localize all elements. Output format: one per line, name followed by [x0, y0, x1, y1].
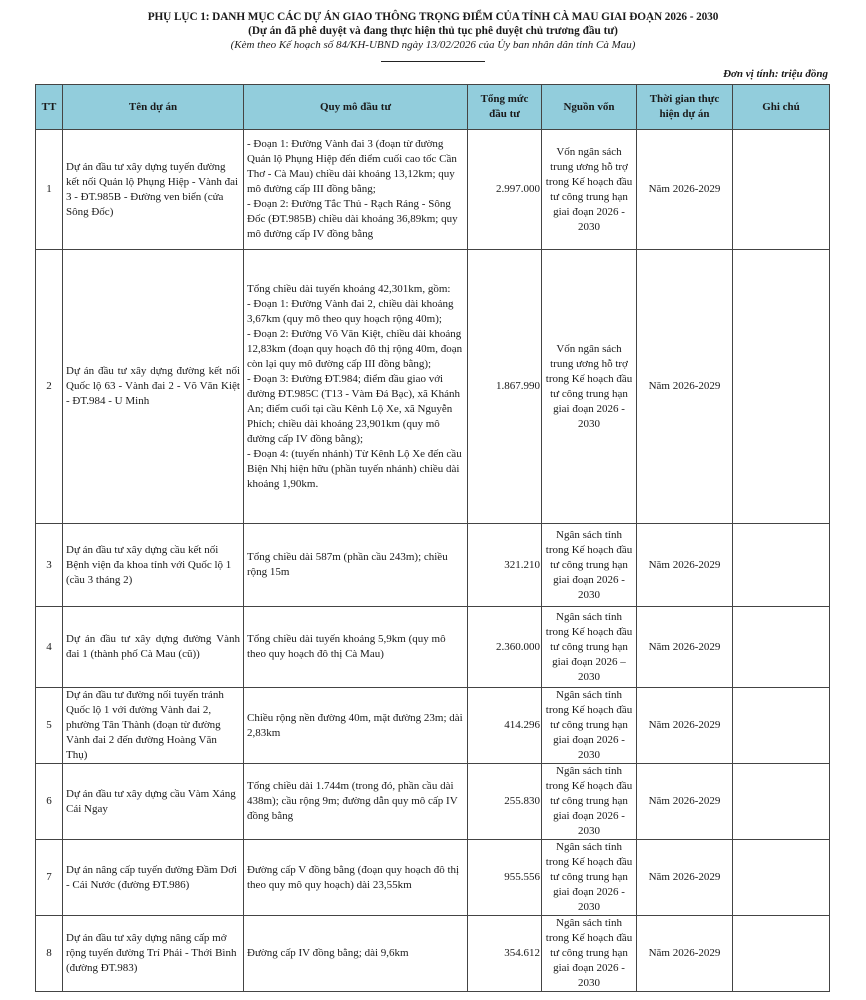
table-row	[36, 250, 830, 524]
projects-table	[35, 84, 830, 992]
table-row	[36, 130, 830, 250]
column-header-total-line2: đầu tư	[489, 108, 520, 120]
cell-project-name: Dự án đầu tư xây dựng cầu kết nối Bệnh viện đa khoa tỉnh với Quốc lộ 1 (cầu 3 tháng 2)	[63, 524, 244, 607]
cell-project-name: Dự án đầu tư đường nối tuyến tránh Quốc lộ 1 với đường Vành đai 2, phường Tân Thành (đoạn từ đường Vành đai 2 đến đường Hoàng Văn Thụ)	[63, 688, 244, 764]
cell-note	[733, 130, 830, 250]
cell-note	[733, 764, 830, 840]
table-row	[36, 764, 830, 840]
cell-tt: 4	[36, 607, 63, 688]
cell-total-investment: 2.997.000	[468, 130, 542, 250]
cell-scale: Đường cấp V đồng bằng (đoạn quy hoạch đô thị theo quy mô quy hoạch) dài 23,55km	[244, 840, 468, 916]
cell-tt: 2	[36, 250, 63, 524]
document-reference-note: (Kèm theo Kế hoạch số 84/KH-UBND ngày 13/02/2026 của Ủy ban nhân dân tỉnh Cà Mau)	[230, 39, 636, 51]
cell-implementation-time: Năm 2026-2029	[637, 607, 733, 688]
funding-source-line: Ngân sách tỉnh trong Kế hoạch đầu tư công trung hạn	[545, 528, 633, 571]
table-row	[36, 688, 830, 764]
column-header-tt: TT	[36, 85, 63, 130]
cell-funding-source: Ngân sách tỉnh trong Kế hoạch đầu tư công trung hạn giai đoạn 2026 – 2030	[542, 607, 637, 688]
column-header-time-line2: hiện dự án	[659, 108, 710, 120]
table-row	[36, 916, 830, 992]
cell-note	[733, 916, 830, 992]
table-header-row	[36, 85, 830, 130]
cell-scale: Tổng chiều dài 1.744m (trong đó, phần cầu dài 438m); cầu rộng 9m; đường dẫn quy mô cấp IV đồng bằng	[244, 764, 468, 840]
cell-funding-source: Ngân sách tỉnh trong Kế hoạch đầu tư công trung hạn giai đoạn 2026 - 2030	[542, 916, 637, 992]
table-row	[36, 840, 830, 916]
table-row	[36, 524, 830, 607]
cell-note	[733, 688, 830, 764]
cell-project-name: Dự án đầu tư xây dựng tuyến đường kết nối Quản lộ Phụng Hiệp - Vành đai 3 - ĐT.985B - Đường ven biển (cửa Sông Đốc)	[63, 130, 244, 250]
cell-note	[733, 840, 830, 916]
document-title: PHỤ LỤC 1: DANH MỤC CÁC DỰ ÁN GIAO THÔNG TRỌNG ĐIỂM CỦA TỈNH CÀ MAU GIAI ĐOẠN 2026 - 2030	[147, 11, 719, 23]
cell-funding-source: Vốn ngân sách trung ương hỗ trợ trong Kế hoạch đầu tư công trung hạn giai đoạn 2026 - 2030	[542, 250, 637, 524]
cell-note	[733, 524, 830, 607]
cell-funding-source: Ngân sách tỉnh trong Kế hoạch đầu tư công trung hạn giai đoạn 2026 - 2030	[542, 764, 637, 840]
cell-implementation-time: Năm 2026-2029	[637, 130, 733, 250]
cell-tt: 3	[36, 524, 63, 607]
cell-scale: Tổng chiều dài 587m (phần cầu 243m); chiều rộng 15m	[244, 524, 468, 607]
cell-tt: 6	[36, 764, 63, 840]
cell-funding-source	[542, 524, 637, 607]
scale-line: Tổng chiều dài tuyến khoảng 42,301km, gồm:	[247, 282, 451, 295]
cell-tt: 1	[36, 130, 63, 250]
cell-total-investment: 255.830	[468, 764, 542, 840]
cell-project-name: Dự án đầu tư xây dựng đường Vành đai 1 (thành phố Cà Mau (cũ))	[63, 607, 244, 688]
cell-implementation-time: Năm 2026-2029	[637, 688, 733, 764]
cell-total-investment: 414.296	[468, 688, 542, 764]
scale-line: - Đoạn 3: Đường ĐT.984; điểm đầu giao với đường ĐT.985C (T13 - Vàm Đá Bạc), xã Khánh An; điểm cuối tại cầu Kênh Lộ Xe, xã Nguyễn Phích; chiều dài khoảng 23,901km (quy mô đường cấp IV đồng bằng);	[247, 372, 460, 445]
cell-scale: Chiều rộng nền đường 40m, mặt đường 23m; dài 2,83km	[244, 688, 468, 764]
column-header-note: Ghi chú	[733, 85, 830, 130]
cell-tt: 7	[36, 840, 63, 916]
cell-implementation-time: Năm 2026-2029	[637, 916, 733, 992]
cell-project-name: Dự án đầu tư xây dựng đường kết nối Quốc lộ 63 - Vành đai 2 - Võ Văn Kiệt - ĐT.984 - U Minh	[63, 250, 244, 524]
cell-scale	[244, 130, 468, 250]
cell-note	[733, 607, 830, 688]
cell-scale: Đường cấp IV đồng bằng; dài 9,6km	[244, 916, 468, 992]
cell-total-investment: 354.612	[468, 916, 542, 992]
cell-implementation-time: Năm 2026-2029	[637, 524, 733, 607]
cell-funding-source: Ngân sách tỉnh trong Kế hoạch đầu tư công trung hạn giai đoạn 2026 - 2030	[542, 688, 637, 764]
cell-total-investment: 955.556	[468, 840, 542, 916]
column-header-time	[637, 85, 733, 130]
scale-line: - Đoạn 4: (tuyến nhánh) Từ Kênh Lộ Xe đến cầu Biện Nhị hiện hữu (phần tuyến nhánh) chiều dài khoảng 1,90km.	[247, 447, 462, 490]
cell-implementation-time: Năm 2026-2029	[637, 764, 733, 840]
column-header-scale: Quy mô đầu tư	[244, 85, 468, 130]
cell-funding-source: Ngân sách tỉnh trong Kế hoạch đầu tư công trung hạn giai đoạn 2026 - 2030	[542, 840, 637, 916]
cell-total-investment: 321.210	[468, 524, 542, 607]
column-header-source: Nguồn vốn	[542, 85, 637, 130]
cell-total-investment: 2.360.000	[468, 607, 542, 688]
scale-line: - Đoạn 1: Đường Vành đai 2, chiều dài khoảng 3,67km (quy mô theo quy hoạch rộng 40m);	[247, 297, 454, 325]
column-header-time-line1: Thời gian thực	[649, 93, 720, 105]
scale-line: - Đoạn 1: Đường Vành đai 3 (đoạn từ đường Quản lộ Phụng Hiệp đến điểm cuối cao tốc Cần Thơ - Cà Mau) chiều dài khoảng 13,12km; quy mô đường cấp III đồng bằng;	[247, 138, 457, 195]
cell-scale	[244, 250, 468, 524]
scale-line: - Đoạn 2: Đường Tắc Thủ - Rạch Ráng - Sông Đốc (ĐT.985B) chiều dài khoảng 36,89km; quy mô đường cấp IV đồng bằng	[247, 198, 458, 240]
cell-project-name: Dự án đầu tư xây dựng cầu Vàm Xáng Cái Ngay	[63, 764, 244, 840]
unit-label: Đơn vị tính: triệu đồng	[723, 68, 828, 80]
cell-project-name: Dự án nâng cấp tuyến đường Đầm Dơi - Cái Nước (đường ĐT.986)	[63, 840, 244, 916]
column-header-total	[468, 85, 542, 130]
cell-note	[733, 250, 830, 524]
cell-total-investment: 1.867.990	[468, 250, 542, 524]
cell-implementation-time: Năm 2026-2029	[637, 840, 733, 916]
column-header-total-line1: Tổng mức	[480, 93, 529, 105]
column-header-name: Tên dự án	[63, 85, 244, 130]
title-underline-divider	[381, 61, 485, 62]
cell-tt: 5	[36, 688, 63, 764]
cell-scale: Tổng chiều dài tuyến khoảng 5,9km (quy mô theo quy hoạch đô thị Cà Mau)	[244, 607, 468, 688]
document-subtitle: (Dự án đã phê duyệt và đang thực hiện thủ tục phê duyệt chủ trương đầu tư)	[248, 25, 618, 37]
cell-tt: 8	[36, 916, 63, 992]
scale-line: - Đoạn 2: Đường Võ Văn Kiệt, chiều dài khoảng 12,83km (đoạn quy hoạch đô thị rộng 40m, đoạn còn lại quy mô đường cấp III đồng bằng);	[247, 327, 463, 370]
cell-project-name: Dự án đầu tư xây dựng nâng cấp mở rộng tuyến đường Trí Phải - Thới Bình (đường ĐT.983)	[63, 916, 244, 992]
cell-funding-source: Vốn ngân sách trung ương hỗ trợ trong Kế hoạch đầu tư công trung hạn giai đoạn 2026 - 2030	[542, 130, 637, 250]
table-row	[36, 607, 830, 688]
funding-source-line: giai đoạn 2026 - 2030	[553, 573, 625, 601]
cell-implementation-time: Năm 2026-2029	[637, 250, 733, 524]
